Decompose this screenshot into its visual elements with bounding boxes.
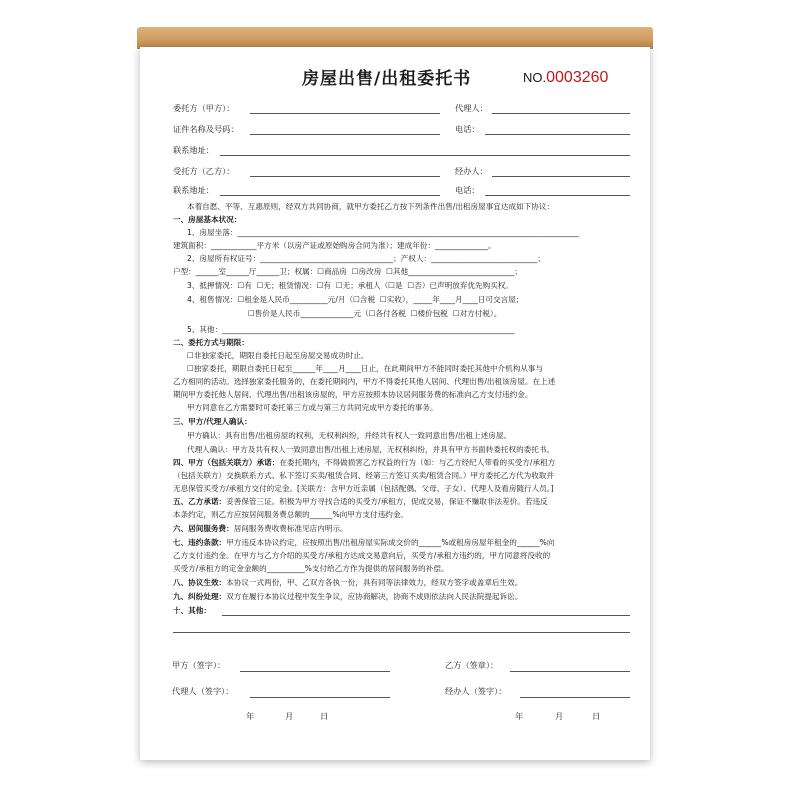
- date-month-b: 月: [555, 711, 564, 721]
- body-line: 2、房屋所有权证号：___________________________________；产权人：____________________________；: [187, 254, 545, 263]
- body-line: 4、租售情况：☐租金是人民币__________元/月（☐含税 ☐实收），_____年____月____日可交言屋；: [187, 295, 524, 304]
- date-day-a: 日: [320, 711, 329, 721]
- date-year-b: 年: [515, 711, 524, 721]
- body-line: 无息保管买受方/承租方交付的定金。[关联方：含甲方近亲属（包括配偶、父母、子女）、代理人及看房随行人员。]: [173, 484, 554, 493]
- body-line: 乙方支付违约金。在甲方与乙方介绍的买受方/承租方达成交易意向后，买受方/承租方违约的，甲方同意将没收的: [173, 551, 551, 560]
- section-3-heading: 三、甲方/代理人确认：: [173, 417, 252, 426]
- field-label-address-a: 联系地址：: [173, 145, 214, 155]
- sign-label-party-b: 乙方（签章）：: [445, 660, 499, 670]
- sign-line-party-b[interactable]: [510, 671, 630, 672]
- field-label-phone-b: 电话：: [455, 185, 480, 195]
- section-5: 五、乙方承诺：妥善保管三证。积极为甲方寻找合适的买受方/承租方，促成交易，保证不赚取非法差价。若违反: [173, 497, 548, 506]
- field-line-agent[interactable]: [492, 113, 630, 114]
- field-line-principal[interactable]: [250, 113, 440, 114]
- sign-label-agent: 代理人（签字）：: [172, 686, 234, 696]
- date-year-a: 年: [246, 711, 255, 721]
- body-line: 户型：______室______厅______卫；权属：☐商品房 ☐房改房 ☐其他____________________________；: [173, 267, 523, 276]
- sign-label-handler: 经办人（签字）：: [445, 686, 507, 696]
- field-label-principal: 委托方（甲方）：: [173, 103, 235, 113]
- body-line: 甲方确认：具有出售/出租房屋的权利，无权利纠纷，并经共有权人一致同意出售/出租上述房屋。: [187, 431, 512, 440]
- body-line: 甲方同意在乙方需要时可委托第三方或与第三方共同完成甲方委托的事务。: [187, 403, 438, 412]
- section-9: 九、纠纷处理：双方在履行本协议过程中发生争议，应协商解决，协商不成则依法向人民法院提起诉讼。: [173, 592, 523, 601]
- body-line: ☐非独家委托，期限自委托日起至房屋交易成功时止。: [187, 351, 369, 360]
- field-line-handler[interactable]: [492, 176, 630, 177]
- sign-line-handler[interactable]: [520, 697, 630, 698]
- field-line-phone-a[interactable]: [485, 134, 630, 135]
- field-line-address-b[interactable]: [220, 195, 440, 196]
- document-page: [140, 47, 650, 760]
- field-line-trustee[interactable]: [250, 176, 440, 177]
- section-8: 八、协议生效：本协议一式两份，甲、乙双方各执一份，具有同等法律效力，经双方签字或盖章后生效。: [173, 578, 523, 587]
- form-title: 房屋出售/出租委托书: [302, 69, 472, 89]
- date-month-a: 月: [285, 711, 294, 721]
- serial-value: 0003260: [546, 69, 609, 86]
- body-line: 期间甲方委托他人居间、代理出售/出租该房屋的，甲方应按照本协议居间服务费的标准向乙方支付违约金。: [173, 390, 533, 399]
- field-label-id: 证件名称及号码：: [173, 124, 239, 134]
- sign-label-party-a: 甲方（签字）：: [172, 660, 226, 670]
- section-1-heading: 一、房屋基本状况：: [173, 215, 242, 224]
- other-terms-line-2[interactable]: [173, 632, 630, 633]
- body-line: 5、其他：_____________________________________________________________________________: [187, 325, 515, 334]
- sign-line-party-a[interactable]: [240, 671, 390, 672]
- serial-number: [523, 69, 608, 87]
- body-line: 乙方相同的活动。选择独家委托服务的，在委托期间内，甲方不得委托其他人居间、代理出售/出租该房屋。在上述: [173, 377, 556, 386]
- body-line: 买受方/承租方的定金金额的__________%支付给乙方作为提供的居间服务的补偿。: [173, 564, 449, 573]
- section-4: 四、甲方（包括关联方）承诺：在委托期内，不得做损害乙方权益的行为（如：与乙方经纪人带看的买受方/承租方: [173, 458, 556, 467]
- field-line-id[interactable]: [250, 134, 440, 135]
- pad-binding-strip: [137, 27, 653, 49]
- section-10: 十、其他：: [173, 606, 211, 615]
- field-label-phone-a: 电话：: [455, 124, 480, 134]
- other-terms-line-1[interactable]: [222, 615, 630, 616]
- body-line: 代理人确认：甲方及共有权人一致同意出售/出租上述房屋，无权利纠纷，并具有甲方书面转委托权的委托书。: [187, 445, 555, 454]
- body-line: ☐售价是人民币______________元（☐各付各税 ☐楼价包税 ☐对方付税）。: [248, 309, 502, 318]
- field-line-address-a[interactable]: [220, 155, 630, 156]
- serial-prefix: NO.: [523, 70, 547, 85]
- body-line: 本条约定，则乙方应按居间服务费总额的______%向甲方支付违约金。: [173, 510, 409, 519]
- section-6: 六、居间服务费：居间服务费收费标准见店内明示。: [173, 524, 348, 533]
- field-label-handler: 经办人：: [455, 166, 488, 176]
- section-7: 七、违约条款：甲方违反本协议约定，应按照出售/出租房屋实际成交价的______%或租房房屋年租金的______%向: [173, 538, 555, 547]
- body-line: 建筑面积：____________平方米（以房产证或原始购房合同为准）；建成年份：______________。: [173, 241, 496, 250]
- body-line: 1、房屋坐落：__________________________________________________________________________________________: [187, 228, 580, 237]
- field-line-phone-b[interactable]: [485, 195, 630, 196]
- section-2-heading: 二、委托方式与期限：: [173, 338, 249, 347]
- body-intro: 本着自愿、平等、互惠原则，经双方共同协商，就甲方委托乙方按下列条件出售/出租房屋事宜达成如下协议：: [187, 202, 555, 211]
- body-line: 3、抵押情况：☐有 ☐无；租赁情况：☐有 ☐无；承租人（☐是 ☐否）已声明放弃优先购买权。: [187, 281, 513, 290]
- body-line: ☐独家委托，期限自委托日起至______年____月____日止，在此期间甲方不能同时委托其他中介机构从事与: [187, 364, 544, 373]
- field-label-agent: 代理人：: [455, 103, 488, 113]
- date-day-b: 日: [592, 711, 601, 721]
- sign-line-agent[interactable]: [250, 697, 390, 698]
- field-label-address-b: 联系地址：: [173, 185, 214, 195]
- field-label-trustee: 受托方（乙方）：: [173, 166, 235, 176]
- body-line: （包括关联方）交换联系方式、私下签订买卖/租赁合同、经第三方签订买卖/租赁合同。）甲方委托乙方代为收取并: [173, 471, 554, 480]
